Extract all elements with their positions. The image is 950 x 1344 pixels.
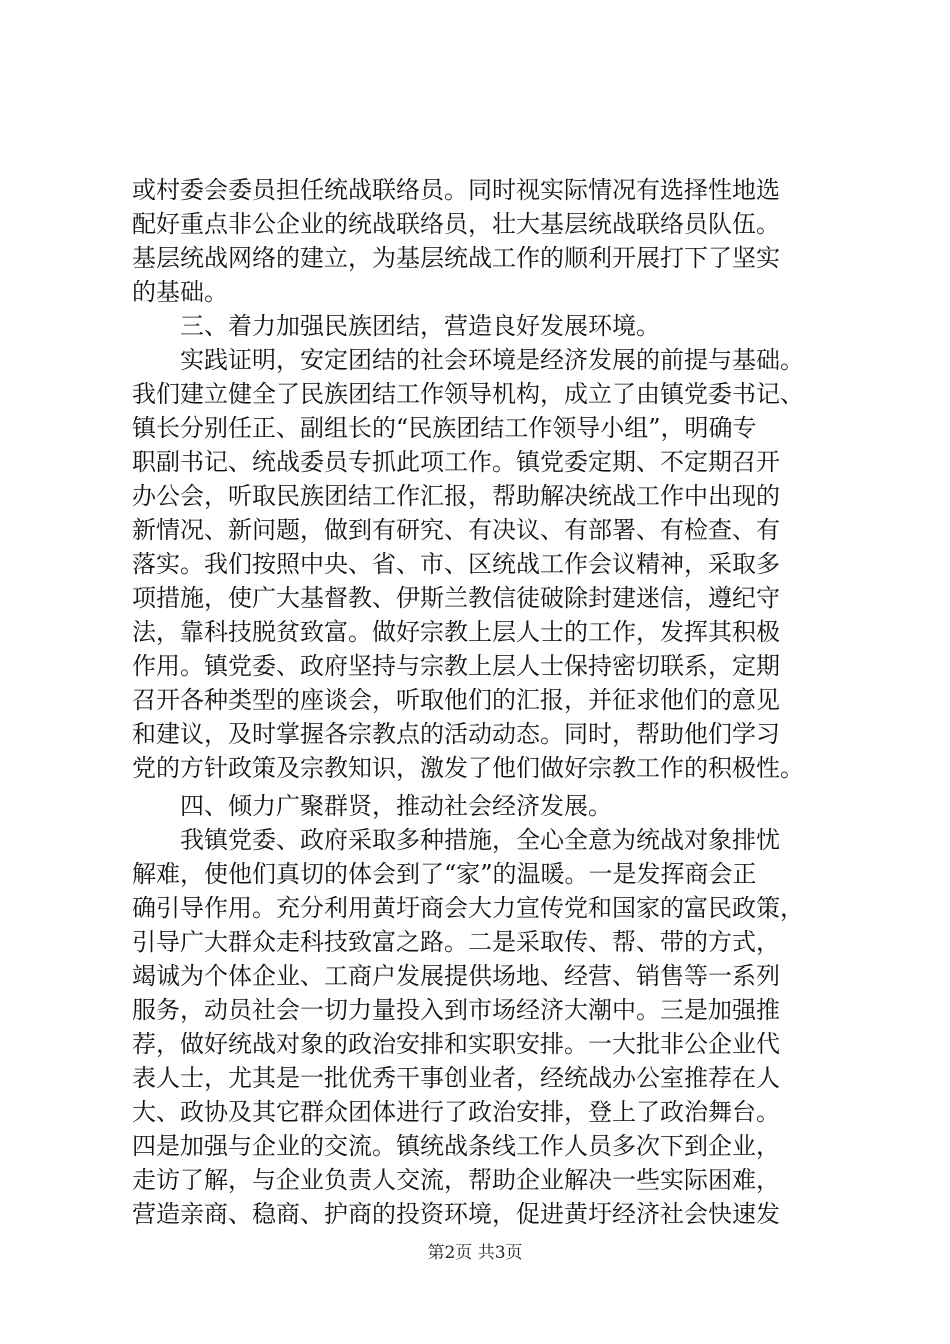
text-line: 解难，使他们真切的体会到了“家”的温暖。一是发挥商会正: [132, 860, 757, 888]
text-line: 营造亲商、稳商、护商的投资环境，促进黄圩经济社会快速发: [132, 1200, 780, 1228]
text-line: 服务，动员社会一切力量投入到市场经济大潮中。三是加强推: [132, 996, 780, 1024]
text-line: 实践证明，安定团结的社会环境是经济发展的前提与基础。: [132, 346, 804, 374]
text-line: 竭诚为个体企业、工商户发展提供场地、经营、销售等一系列: [132, 962, 780, 990]
text-line: 作用。镇党委、政府坚持与宗教上层人士保持密切联系，定期: [132, 652, 780, 680]
text-line: 党的方针政策及宗教知识，激发了他们做好宗教工作的积极性。: [132, 754, 804, 782]
text-line: 大、政协及其它群众团体进行了政治安排，登上了政治舞台。: [132, 1098, 780, 1126]
text-line: 四是加强与企业的交流。镇统战条线工作人员多次下到企业，: [132, 1132, 780, 1160]
text-line: 表人士，尤其是一批优秀干事创业者，经统战办公室推荐在人: [132, 1064, 780, 1092]
text-line: 我们建立健全了民族团结工作领导机构，成立了由镇党委书记、: [132, 380, 804, 408]
text-line: 走访了解，与企业负责人交流，帮助企业解决一些实际困难，: [132, 1166, 780, 1194]
text-line: 或村委会委员担任统战联络员。同时视实际情况有选择性地选: [132, 176, 780, 204]
text-line: 引导广大群众走科技致富之路。二是采取传、帮、带的方式，: [132, 928, 780, 956]
text-line: 和建议，及时掌握各宗教点的活动动态。同时，帮助他们学习: [132, 720, 780, 748]
text-line: 法，靠科技脱贫致富。做好宗教上层人士的工作，发挥其积极: [132, 618, 780, 646]
page-footer: 第2页 共3页: [427, 1243, 523, 1263]
text-line: 确引导作用。充分利用黄圩商会大力宣传党和国家的富民政策，: [132, 894, 804, 922]
text-line: 我镇党委、政府采取多种措施，全心全意为统战对象排忧: [132, 826, 780, 854]
text-line: 配好重点非公企业的统战联络员，壮大基层统战联络员队伍。: [132, 210, 780, 238]
text-line: 落实。我们按照中央、省、市、区统战工作会议精神，采取多: [132, 550, 780, 578]
section-heading: 四、倾力广聚群贤，推动社会经济发展。: [132, 792, 612, 820]
text-line: 基层统战网络的建立，为基层统战工作的顺利开展打下了坚实: [132, 244, 780, 272]
text-line: 镇长分别任正、副组长的“民族团结工作领导小组”，明确专: [132, 414, 757, 442]
text-line: 荐，做好统战对象的政治安排和实职安排。一大批非公企业代: [132, 1030, 780, 1058]
text-line: 办公会，听取民族团结工作汇报，帮助解决统战工作中出现的: [132, 482, 780, 510]
section-heading: 三、着力加强民族团结，营造良好发展环境。: [132, 312, 660, 340]
text-line: 的基础。: [132, 278, 228, 306]
text-line: 项措施，使广大基督教、伊斯兰教信徒破除封建迷信，遵纪守: [132, 584, 780, 612]
text-line: 职副书记、统战委员专抓此项工作。镇党委定期、不定期召开: [132, 448, 780, 476]
text-line: 新情况、新问题，做到有研究、有决议、有部署、有检查、有: [132, 516, 780, 544]
text-line: 召开各种类型的座谈会，听取他们的汇报，并征求他们的意见: [132, 686, 780, 714]
